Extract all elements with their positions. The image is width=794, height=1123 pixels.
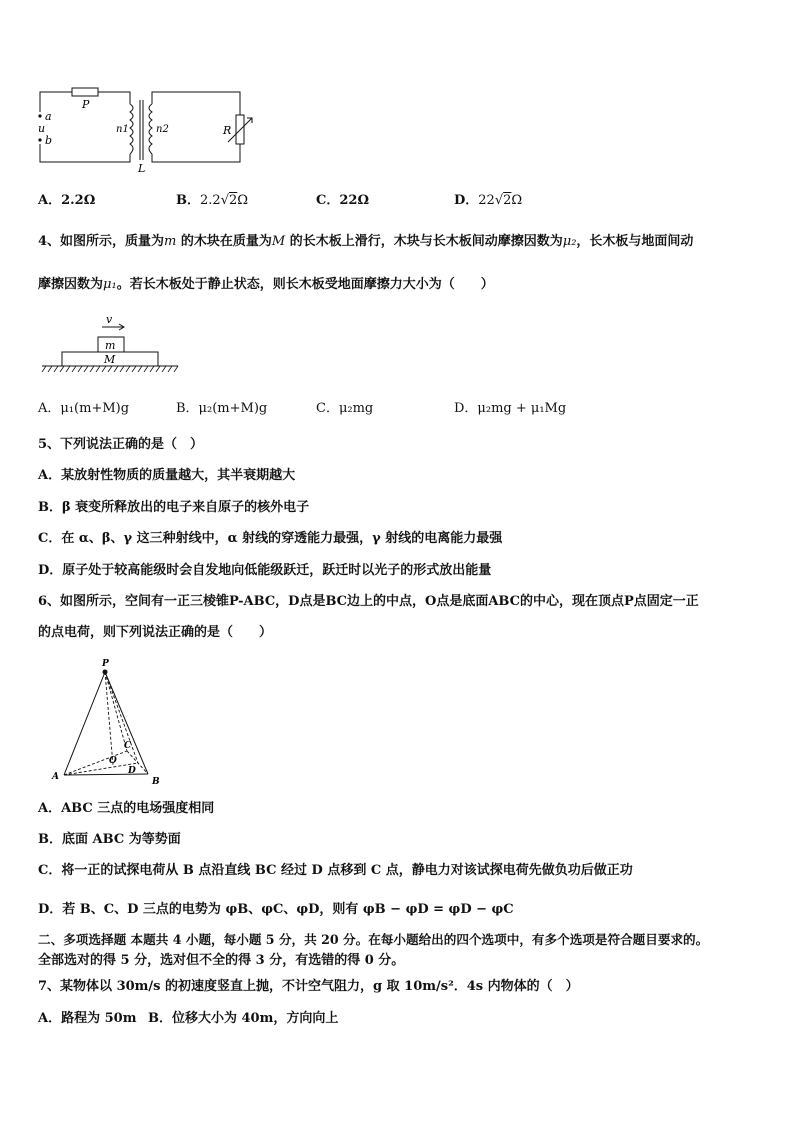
fig-label-b: B — [152, 777, 160, 785]
q7-option-a: A．路程为 50m — [38, 1011, 137, 1026]
q4-option-b: B．μ₂(m+M)g — [176, 401, 268, 416]
q5-option-c: C．在 α、β、γ 这三种射线中，α 射线的穿透能力最强，γ 射线的电离能力最强 — [38, 531, 503, 546]
q3-option-a: A．2.2Ω — [38, 193, 96, 208]
q4-stem-line2: 摩擦因数为μ₁。若长木板处于静止状态，则长木板受地面摩擦力大小为（ ） — [38, 277, 494, 292]
q6-stem-line1: 6、如图所示，空间有一正三棱锥P-ABC，D点是BC边上的中点，O点是底面ABC的中心，现在顶点P点固定一正 — [38, 594, 699, 609]
q3-option-b-coef: 2.2 — [200, 193, 221, 208]
fig-label-p: P — [102, 659, 109, 669]
q4-var-mu2: μ₂ — [562, 234, 577, 249]
section2-instructions-line1: 二、多项选择题 本题共 4 小题，每小题 5 分，共 20 分。在每小题给出的四个选项中，有多个选项是符合题目要求的。 — [38, 932, 709, 947]
circuit-label-r: R — [223, 124, 232, 137]
q3-option-d-radicand: 2 — [503, 193, 512, 208]
q6-option-c: C．将一正的试探电荷从 B 点沿直线 BC 经过 D 点移到 C 点，静电力对该试探电荷先做负功后做正功 — [38, 863, 633, 878]
fig-label-a: A — [52, 772, 59, 782]
circuit-label-b: b — [45, 134, 53, 147]
q6-stem-line2: 的点电荷，则下列说法正确的是（ ） — [38, 625, 273, 640]
fig-label-m: m — [105, 339, 116, 352]
q7-stem: 7、某物体以 30m/s 的初速度竖直上抛，不计空气阻力，g 取 10m/s²．4s 内物体的（ ） — [38, 979, 579, 994]
section2-instructions-line2: 全部选对的得 5 分，选对但不全的得 3 分，有选错的得 0 分。 — [38, 953, 405, 968]
q4-option-c: C．μ₂mg — [316, 401, 374, 416]
q6-option-a: A．ABC 三点的电场强度相同 — [38, 801, 215, 816]
circuit-label-u: u — [38, 122, 46, 135]
fig-label-o: O — [109, 756, 117, 766]
fig-label-c: C — [124, 741, 132, 751]
q3-option-b-unit: Ω — [237, 193, 249, 208]
q4-option-a: A．μ₁(m+M)g — [38, 401, 130, 416]
q6-option-b: B．底面 ABC 为等势面 — [38, 832, 181, 847]
circuit-label-l: L — [138, 162, 146, 174]
q4-stem-line1: 4、如图所示，质量为m 的木块在质量为M 的长木板上滑行，木块与长木板间动摩擦因数为μ₂，长木板与地面间动 — [38, 234, 694, 249]
pyramid-figure — [44, 655, 169, 785]
q3-option-b-prefix: B． — [176, 193, 200, 208]
circuit-label-n1: n1 — [116, 124, 129, 135]
q5-option-b: B．β 衰变所释放出的电子来自原子的核外电子 — [38, 500, 310, 515]
q3-option-b: B．2.2√2Ω — [176, 193, 249, 208]
q5-stem: 5、下列说法正确的是（ ） — [38, 437, 204, 452]
q3-option-d-prefix: D． — [454, 193, 479, 208]
block-on-board-figure — [40, 312, 180, 378]
q3-option-b-radicand: 2 — [228, 193, 238, 208]
q3-option-d-unit: Ω — [511, 193, 523, 208]
q4-var-M: M — [271, 234, 286, 249]
q4-option-d: D．μ₂mg + μ₁Mg — [454, 401, 567, 416]
fig-label-v: v — [106, 313, 113, 326]
q6-option-d: D．若 B、C、D 三点的电势为 φB、φC、φD，则有 φB − φD = φD − φC — [38, 902, 514, 917]
q4-var-m: m — [164, 234, 177, 249]
fig-label-d: D — [128, 766, 136, 776]
q7-option-b: B．位移大小为 40m，方向向上 — [148, 1011, 339, 1026]
q5-option-a: A．某放射性物质的质量越大，其半衰期越大 — [38, 468, 296, 483]
q4-var-mu1: μ₁ — [103, 277, 117, 292]
q3-option-c: C．22Ω — [316, 193, 370, 208]
q5-option-d: D．原子处于较高能级时会自发地向低能级跃迁，跃迁时以光子的形式放出能量 — [38, 563, 492, 578]
circuit-label-p: P — [82, 98, 90, 111]
transformer-circuit-figure — [30, 82, 260, 174]
fig-label-M: M — [104, 353, 116, 366]
q3-option-d: D．22√2Ω — [454, 193, 523, 208]
circuit-label-n2: n2 — [156, 124, 169, 135]
circuit-label-a: a — [45, 110, 52, 123]
q3-option-d-coef: 22 — [478, 193, 495, 208]
